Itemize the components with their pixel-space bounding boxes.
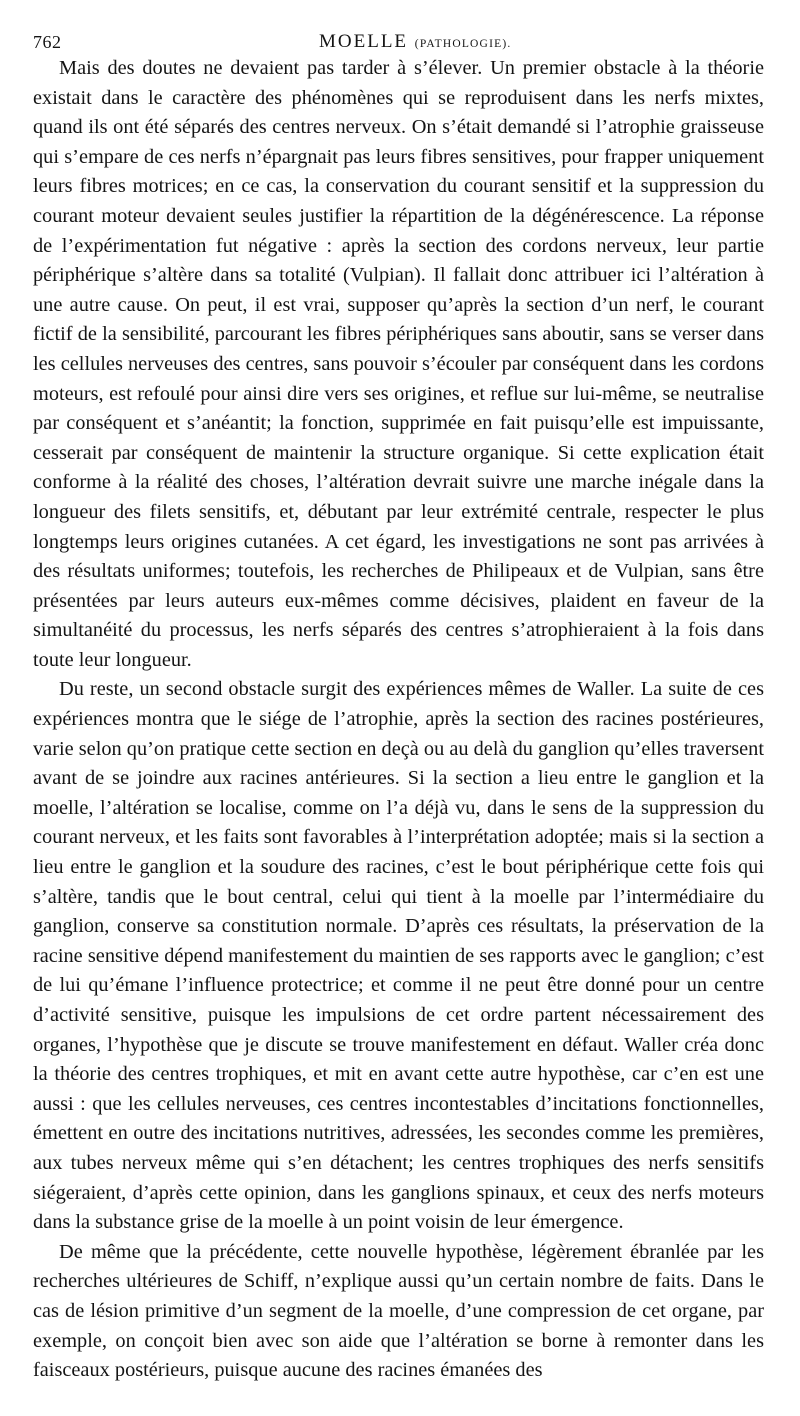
paragraph-3: De même que la précédente, cette nouvelle hypothèse, légèrement ébranlée par les recherches ultérieures de Schiff, n’explique aussi qu’un certain nombre de faits. Dans le cas de lésion primitive d’un segment de la moelle, d’une compression de cet organe, par exemple, on conçoit bien avec son aide que l’altération se borne à remonter dans les faisceaux postérieurs, puisque aucune des racines émanées des xyxy=(33,1240,764,1382)
body-text xyxy=(33,54,764,1386)
running-title-main: MOELLE xyxy=(319,31,409,52)
running-head xyxy=(33,24,764,54)
running-title-subtitle: (PATHOLOGIE). xyxy=(414,38,512,50)
running-title xyxy=(319,31,511,53)
paragraph-2: Du reste, un second obstacle surgit des expériences mêmes de Waller. La suite de ces expériences montra que le siége de l’atrophie, après la section des racines postérieures, varie selon qu’on pratique cette section en deçà ou au delà du ganglion qu’elles traversent avant de se joindre aux racines antérieures. Si la section a lieu entre le ganglion et la moelle, l’altération se localise, comme on l’a déjà vu, dans le sens de la suppression du courant nerveux, et les faits sont favorables à l’interprétation adoptée; mais si la section a lieu entre le ganglion et la soudure des racines, c’est le bout périphérique cette fois qui s’altère, tandis que le bout central, celui qui tient à la moelle par l’intermédiaire du ganglion, conserve sa constitution normale. D’après ces résultats, la préservation de la racine sensitive dépend manifestement du maintien de ses rapports avec le ganglion; c’est de lui qu’émane l’influence protectrice; et comme il ne peut être donné pour un centre d’activité sensitive, puisque les impulsions de cet ordre partent nécessairement des organes, l’hypothèse que je discute se trouve manifestement en défaut. Waller créa donc la théorie des centres trophiques, et mit en avant cette autre hypothèse, car c’en est une aussi : que les cellules nerveuses, ces centres incontestables d’incitations fonctionnelles, émettent en outre des incitations nutritives, adressées, les secondes comme les premières, aux tubes nerveux même qui s’en détachent; les centres trophiques des nerfs sensitifs siégeraient, d’après cette opinion, dans les ganglions spinaux, et ceux des nerfs moteurs dans la substance grise de la moelle à un point voisin de leur émergence. xyxy=(33,678,764,1234)
page-number: 762 xyxy=(33,32,62,52)
paragraph-1: Mais des doutes ne devaient pas tarder à s’élever. Un premier obstacle à la théorie existait dans le caractère des phénomènes qui se reproduisent dans les nerfs mixtes, quand ils ont été séparés des centres nerveux. On s’était demandé si l’atrophie graisseuse qui s’empare de ces nerfs n’épargnait pas leurs fibres sensitives, pour frapper uniquement leurs fibres motrices; en ce cas, la conservation du courant sensitif et la suppression du courant moteur devaient seules justifier la répartition de la dégénérescence. La réponse de l’expérimentation fut négative : après la section des cordons nerveux, leur partie périphérique s’altère dans sa totalité (Vulpian). Il fallait donc attribuer ici l’altération à une autre cause. On peut, il est vrai, supposer qu’après la section d’un nerf, le courant fictif de la sensibilité, parcourant les fibres périphériques sans aboutir, sans se verser dans les cellules nerveuses des centres, sans pouvoir s’écouler par conséquent dans les cordons moteurs, est refoulé pour ainsi dire vers ses origines, et reflue sur lui-même, se neutralise par conséquent et s’anéantit; la fonction, supprimée en fait puisqu’elle est impuissante, cesserait par conséquent de maintenir la structure organique. Si cette explication était conforme à la réalité des choses, l’altération devrait suivre une marche inégale dans la longueur des filets sensitifs, et, débutant par leur extrémité centrale, respecter le plus longtemps leurs origines cutanées. A cet égard, les investigations ne sont pas arrivées à des résultats uniformes; toutefois, les recherches de Philipeaux et de Vulpian, sans être présentées par leurs auteurs eux-mêmes comme décisives, plaident en faveur de la simultanéité du processus, les nerfs séparés des centres s’atrophieraient à la fois dans toute leur longueur. xyxy=(33,57,764,671)
